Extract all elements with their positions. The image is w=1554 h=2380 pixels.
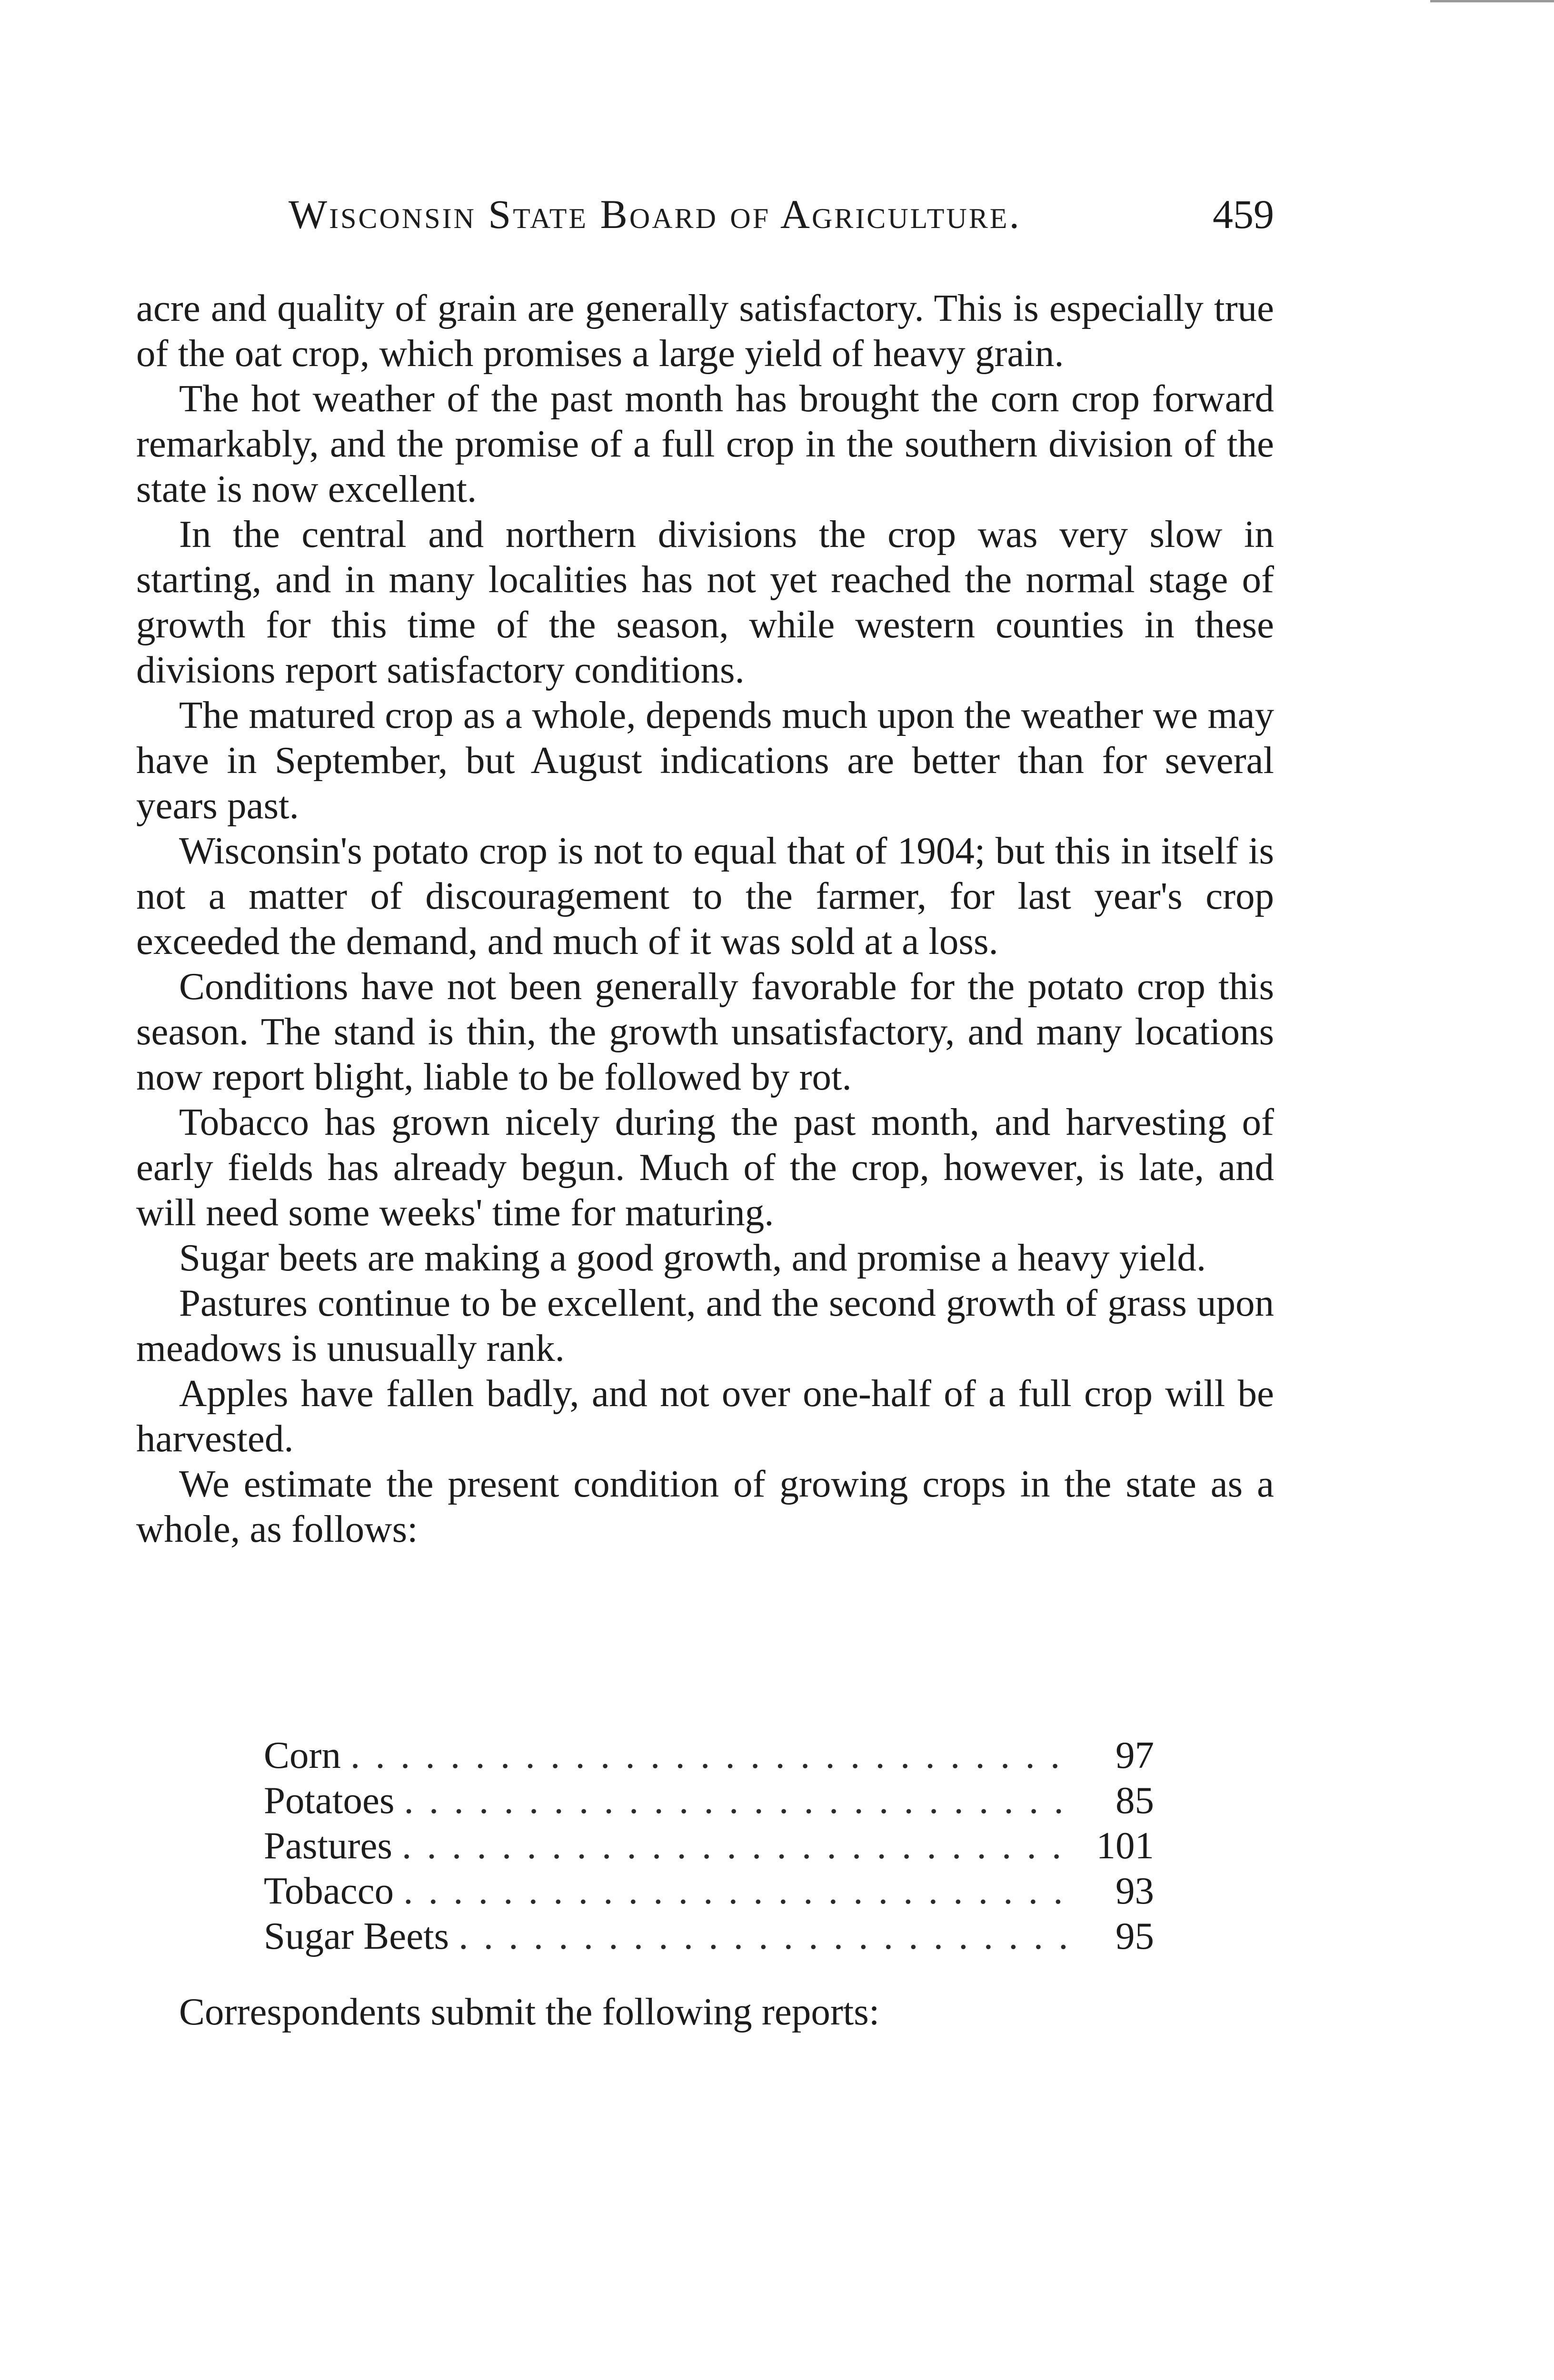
crop-value: 95 <box>1116 1914 1154 1957</box>
paragraph-apples: Apples have fallen badly, and not over one-half of a full crop will be harvested. <box>136 1372 1274 1460</box>
paragraph-tobacco: Tobacco has grown nicely during the past month, and harvesting of early fields has already begun. Much of the crop, however, is late, and will need some weeks' time for maturing. <box>136 1101 1274 1234</box>
table-row <box>264 1823 1154 1868</box>
paragraph-corn-forward: The hot weather of the past month has brought the corn crop forward remarkably, and the promise of a full crop in the southern division of the state is now excellent. <box>136 377 1274 510</box>
crop-value: 85 <box>1116 1779 1154 1822</box>
dot-leader <box>402 1823 1071 1868</box>
running-head <box>136 190 1274 243</box>
crop-label: Potatoes <box>264 1779 395 1822</box>
page-edge-line <box>1430 0 1554 2</box>
paragraph-potato-conditions: Conditions have not been generally favorable for the potato crop this season. The stand is thin, the growth unsatisfactory, and many locations now report blight, liable to be followed by rot. <box>136 965 1274 1098</box>
paragraph-matured-crop: The matured crop as a whole, depends much upon the weather we may have in September, but August indications are better than for several years past. <box>136 694 1274 827</box>
paragraph-estimate-intro: We estimate the present condition of growing crops in the state as a whole, as follows: <box>136 1462 1274 1550</box>
table-row <box>264 1778 1154 1823</box>
crop-estimates-table <box>264 1733 1154 1959</box>
page-number: 459 <box>1213 191 1274 237</box>
crop-label: Tobacco <box>264 1869 394 1912</box>
crop-label: Corn <box>264 1734 341 1776</box>
dot-leader <box>350 1733 1071 1778</box>
dot-leader <box>404 1778 1071 1823</box>
crop-value: 101 <box>1096 1824 1154 1867</box>
paragraph-central-northern: In the central and northern divisions the crop was very slow in starting, and in many localities has not yet reached the normal stage of growth for this time of the season, while western counties in these divisions report satisfactory conditions. <box>136 513 1274 691</box>
paragraph-sugar-beets: Sugar beets are making a good growth, and promise a heavy yield. <box>179 1236 1206 1279</box>
paragraph-pastures: Pastures continue to be excellent, and the second growth of grass upon meadows is unusually rank. <box>136 1281 1274 1369</box>
body-text <box>136 286 1274 1552</box>
crop-value: 93 <box>1116 1869 1154 1912</box>
paragraph-continuation: acre and quality of grain are generally satisfactory. This is especially true of the oat crop, which promises a large yield of heavy grain. <box>136 287 1274 375</box>
table-row <box>264 1914 1154 1959</box>
paragraph-potato-crop: Wisconsin's potato crop is not to equal that of 1904; but this in itself is not a matter of discouragement to the farmer, for last year's crop exceeded the demand, and much of it was sold at a loss. <box>136 829 1274 962</box>
closing-line: Correspondents submit the following reports: <box>179 1990 880 2033</box>
crop-label: Sugar Beets <box>264 1914 449 1957</box>
table-row <box>264 1733 1154 1778</box>
crop-label: Pastures <box>264 1824 392 1867</box>
running-title: Wisconsin State Board of Agriculture. <box>289 191 1021 237</box>
dot-leader <box>403 1868 1071 1914</box>
crop-value: 97 <box>1116 1734 1154 1776</box>
table-row <box>264 1868 1154 1914</box>
dot-leader <box>458 1914 1071 1959</box>
